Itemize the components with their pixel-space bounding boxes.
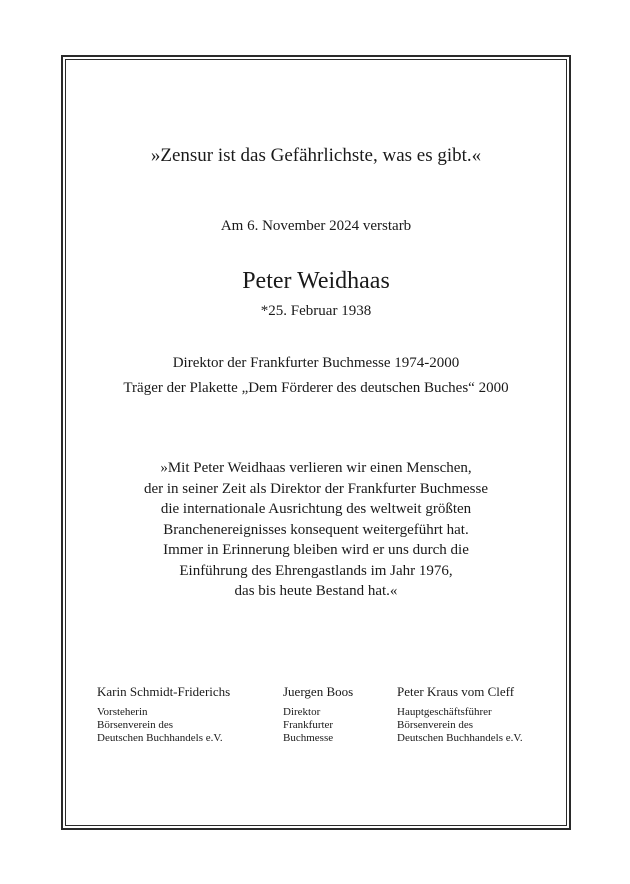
- quote-line: das bis heute Bestand hat.«: [234, 583, 398, 599]
- signatory-title: Hauptgeschäftsführer: [397, 706, 492, 718]
- signatory-block: [283, 684, 353, 745]
- tribute-quote: [65, 458, 567, 602]
- birth-date: *25. Februar 1938: [260, 303, 372, 319]
- signatory-organization: Deutschen Buchhandels e.V.: [97, 732, 223, 744]
- signatory-name: Peter Kraus vom Cleff: [397, 684, 515, 699]
- quote-line: Einführung des Ehrengastlands im Jahr 1976,: [179, 562, 453, 579]
- deceased-name: Peter Weidhaas: [242, 268, 390, 294]
- signatory-name: Karin Schmidt-Friderichs: [97, 684, 231, 699]
- signatory-block: [97, 684, 230, 745]
- quote-line: die internationale Ausrichtung des weltweit größten: [160, 501, 472, 517]
- quote-line: der in seiner Zeit als Direktor der Frankfurter Buchmesse: [143, 480, 489, 497]
- signatory-block: [397, 684, 523, 745]
- signatory-organization: Frankfurter: [283, 719, 334, 731]
- motto-quote: »Zensur ist das Gefährlichste, was es gibt.«: [150, 145, 482, 166]
- signatory-organization: Börsenverein des: [97, 719, 174, 731]
- signatory-organization: Börsenverein des: [397, 719, 474, 731]
- signatory-title: Direktor: [283, 706, 321, 718]
- death-announcement: Am 6. November 2024 verstarb: [220, 218, 412, 234]
- role-line: Träger der Plakette „Dem Förderer des deutschen Buches“ 2000: [123, 380, 509, 396]
- signatory-organization: Deutschen Buchhandels e.V.: [397, 732, 523, 744]
- signatory-title: Vorsteherin: [97, 706, 148, 718]
- quote-line: Immer in Erinnerung bleiben wird er uns durch die: [163, 542, 469, 558]
- quote-line: Branchenereignisses konsequent weitergeführt hat.: [163, 521, 469, 538]
- role-line: Direktor der Frankfurter Buchmesse 1974-2000: [172, 355, 460, 371]
- signatory-organization: Buchmesse: [283, 732, 334, 744]
- quote-line: »Mit Peter Weidhaas verlieren wir einen Menschen,: [160, 460, 472, 476]
- signatory-name: Juergen Boos: [283, 684, 354, 699]
